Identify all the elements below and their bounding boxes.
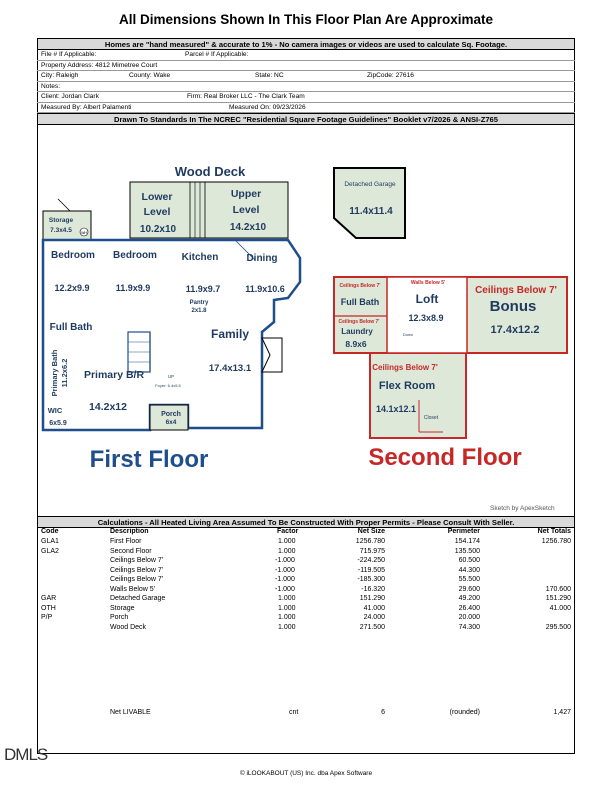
city-field: City: Raleigh bbox=[41, 72, 79, 79]
table-row: P/P Porch 1.000 24.000 20.000 bbox=[41, 614, 480, 621]
table-row: OTH Storage 1.000 41.000 26.400 41.000 bbox=[41, 604, 571, 612]
svg-text:6x4: 6x4 bbox=[165, 419, 177, 426]
dmls-watermark: DMLS bbox=[4, 745, 48, 764]
svg-text:Kitchen: Kitchen bbox=[181, 252, 219, 263]
table-row: Wood Deck 1.000 271.500 74.300 295.500 bbox=[110, 623, 571, 631]
svg-text:7.3x4.5: 7.3x4.5 bbox=[50, 227, 72, 234]
svg-text:Loft: Loft bbox=[415, 292, 439, 306]
svg-text:17.4x12.2: 17.4x12.2 bbox=[490, 324, 540, 336]
file-field: File # If Applicable: bbox=[41, 51, 97, 58]
zip-field: ZipCode: 27616 bbox=[367, 72, 414, 79]
svg-text:Walls Below 5': Walls Below 5' bbox=[410, 280, 446, 286]
svg-text:Ceilings Below 7': Ceilings Below 7' bbox=[475, 285, 557, 296]
svg-text:Ceilings Below 7': Ceilings Below 7' bbox=[339, 283, 381, 289]
svg-text:Porch: Porch bbox=[161, 411, 181, 418]
county-field: County: Wake bbox=[129, 72, 171, 79]
svg-text:12.3x8.9: 12.3x8.9 bbox=[408, 313, 444, 323]
svg-text:Down: Down bbox=[402, 332, 414, 337]
svg-text:Ceilings Below 7': Ceilings Below 7' bbox=[372, 363, 438, 372]
svg-text:Primary B/R: Primary B/R bbox=[83, 369, 145, 381]
address-field: Property Address: 4812 Mimetree Court bbox=[41, 61, 158, 69]
state-field: State: NC bbox=[255, 72, 284, 79]
second-floor-label: Second Floor bbox=[368, 444, 522, 471]
notes-field: Notes: bbox=[41, 82, 61, 90]
svg-text:11.4x11.4: 11.4x11.4 bbox=[349, 206, 393, 217]
standards-bar: Drawn To Standards In The NCREC "Residential Square Footage Guidelines" Booklet v7/2026 & ANSI-Z765 bbox=[37, 113, 575, 125]
svg-text:12.2x9.9: 12.2x9.9 bbox=[54, 283, 90, 293]
first-floor-label: First Floor bbox=[89, 446, 209, 473]
svg-text:10.2x10: 10.2x10 bbox=[139, 224, 177, 235]
svg-text:Level: Level bbox=[143, 206, 171, 218]
svg-text:WH: WH bbox=[81, 231, 87, 235]
second-floor-plan bbox=[334, 277, 567, 471]
table-row: GLA2 Second Floor 1.000 715.975 135.500 bbox=[41, 547, 480, 555]
svg-text:Closet: Closet bbox=[423, 415, 439, 421]
first-floor-plan bbox=[43, 240, 300, 473]
svg-text:17.4x13.1: 17.4x13.1 bbox=[208, 363, 252, 374]
measured-by-field: Measured By: Albert Palamenti bbox=[41, 103, 132, 111]
table-row: Ceilings Below 7' -1.000 -224.250 60.500 bbox=[110, 557, 480, 564]
svg-text:6x5.9: 6x5.9 bbox=[49, 420, 67, 427]
wood-deck bbox=[130, 164, 288, 238]
parcel-field: Parcel # If Applicable: bbox=[185, 51, 249, 58]
wood-deck-label: Wood Deck bbox=[174, 164, 246, 179]
svg-text:Flex Room: Flex Room bbox=[378, 380, 436, 392]
svg-text:Laundry: Laundry bbox=[341, 327, 373, 336]
svg-text:Full Bath: Full Bath bbox=[49, 322, 93, 333]
table-row: GAR Detached Garage 1.000 151.290 49.200 151.290 bbox=[41, 595, 571, 602]
svg-text:Foyer: 6.4x5.5: Foyer: 6.4x5.5 bbox=[155, 383, 181, 388]
svg-text:8.9x6: 8.9x6 bbox=[345, 339, 367, 349]
client-field: Client: Jordan Clark bbox=[41, 93, 99, 100]
calculations-header: Calculations - All Heated Living Area Assumed To Be Constructed With Proper Permits - Please Consult With Seller. bbox=[37, 516, 575, 528]
svg-text:11.9x9.7: 11.9x9.7 bbox=[185, 284, 221, 294]
svg-text:Full Bath: Full Bath bbox=[340, 297, 380, 307]
calc-header-row: Code Description Factor Net Size Perimeter Net Totals bbox=[41, 528, 571, 535]
svg-text:Primary Bath: Primary Bath bbox=[50, 349, 59, 397]
svg-text:14.1x12.1: 14.1x12.1 bbox=[375, 404, 417, 414]
firm-field: Firm: Real Broker LLC - The Clark Team bbox=[187, 93, 305, 100]
svg-text:2x1.8: 2x1.8 bbox=[191, 308, 207, 314]
svg-text:Family: Family bbox=[210, 327, 250, 341]
svg-text:11.9x10.6: 11.9x10.6 bbox=[245, 284, 285, 294]
page-title: All Dimensions Shown In This Floor Plan Are Approximate bbox=[118, 12, 494, 27]
svg-text:Pantry: Pantry bbox=[189, 300, 209, 306]
svg-text:Bedroom: Bedroom bbox=[51, 250, 95, 261]
svg-text:Upper: Upper bbox=[230, 188, 262, 200]
svg-text:Lower: Lower bbox=[141, 191, 173, 203]
svg-text:Bonus: Bonus bbox=[489, 298, 537, 315]
svg-text:14.2x10: 14.2x10 bbox=[229, 222, 267, 233]
svg-text:11.9x9.9: 11.9x9.9 bbox=[115, 283, 151, 293]
svg-text:Storage: Storage bbox=[48, 217, 74, 224]
table-row: Ceilings Below 7' -1.000 -119.505 44.300 bbox=[110, 566, 480, 574]
svg-text:Dining: Dining bbox=[246, 253, 278, 264]
svg-text:14.2x12: 14.2x12 bbox=[89, 401, 127, 413]
table-row: Ceilings Below 7' -1.000 -185.300 55.500 bbox=[110, 576, 480, 583]
table-row: GLA1 First Floor 1.000 1256.780 154.174 1256.780 bbox=[41, 538, 571, 545]
svg-text:11.2x6.2: 11.2x6.2 bbox=[60, 358, 69, 388]
measured-on-field: Measured On: 09/23/2026 bbox=[229, 103, 306, 111]
footer-copyright: © iLOOKABOUT (US) Inc. dba Apex Software bbox=[239, 770, 373, 777]
svg-text:Bedroom: Bedroom bbox=[113, 250, 157, 261]
notice-bar: Homes are "hand measured" & accurate to 1% - No camera images or videos are used to calculate Sq. Footage. bbox=[37, 38, 575, 50]
svg-text:UP: UP bbox=[167, 374, 175, 379]
svg-text:Detached Garage: Detached Garage bbox=[344, 181, 396, 188]
svg-text:Level: Level bbox=[232, 204, 260, 216]
svg-text:WIC: WIC bbox=[47, 406, 63, 415]
svg-text:Ceilings Below 7': Ceilings Below 7' bbox=[338, 319, 380, 325]
table-row: Walls Below 5' -1.000 -16.320 29.600 170.600 bbox=[110, 585, 571, 593]
storage-room bbox=[43, 199, 91, 240]
net-livable-row: Net LIVABLE cnt 6 (rounded) 1,427 bbox=[110, 709, 571, 716]
detached-garage bbox=[334, 168, 405, 238]
sketch-credit: Sketch by ApexSketch bbox=[490, 505, 555, 512]
